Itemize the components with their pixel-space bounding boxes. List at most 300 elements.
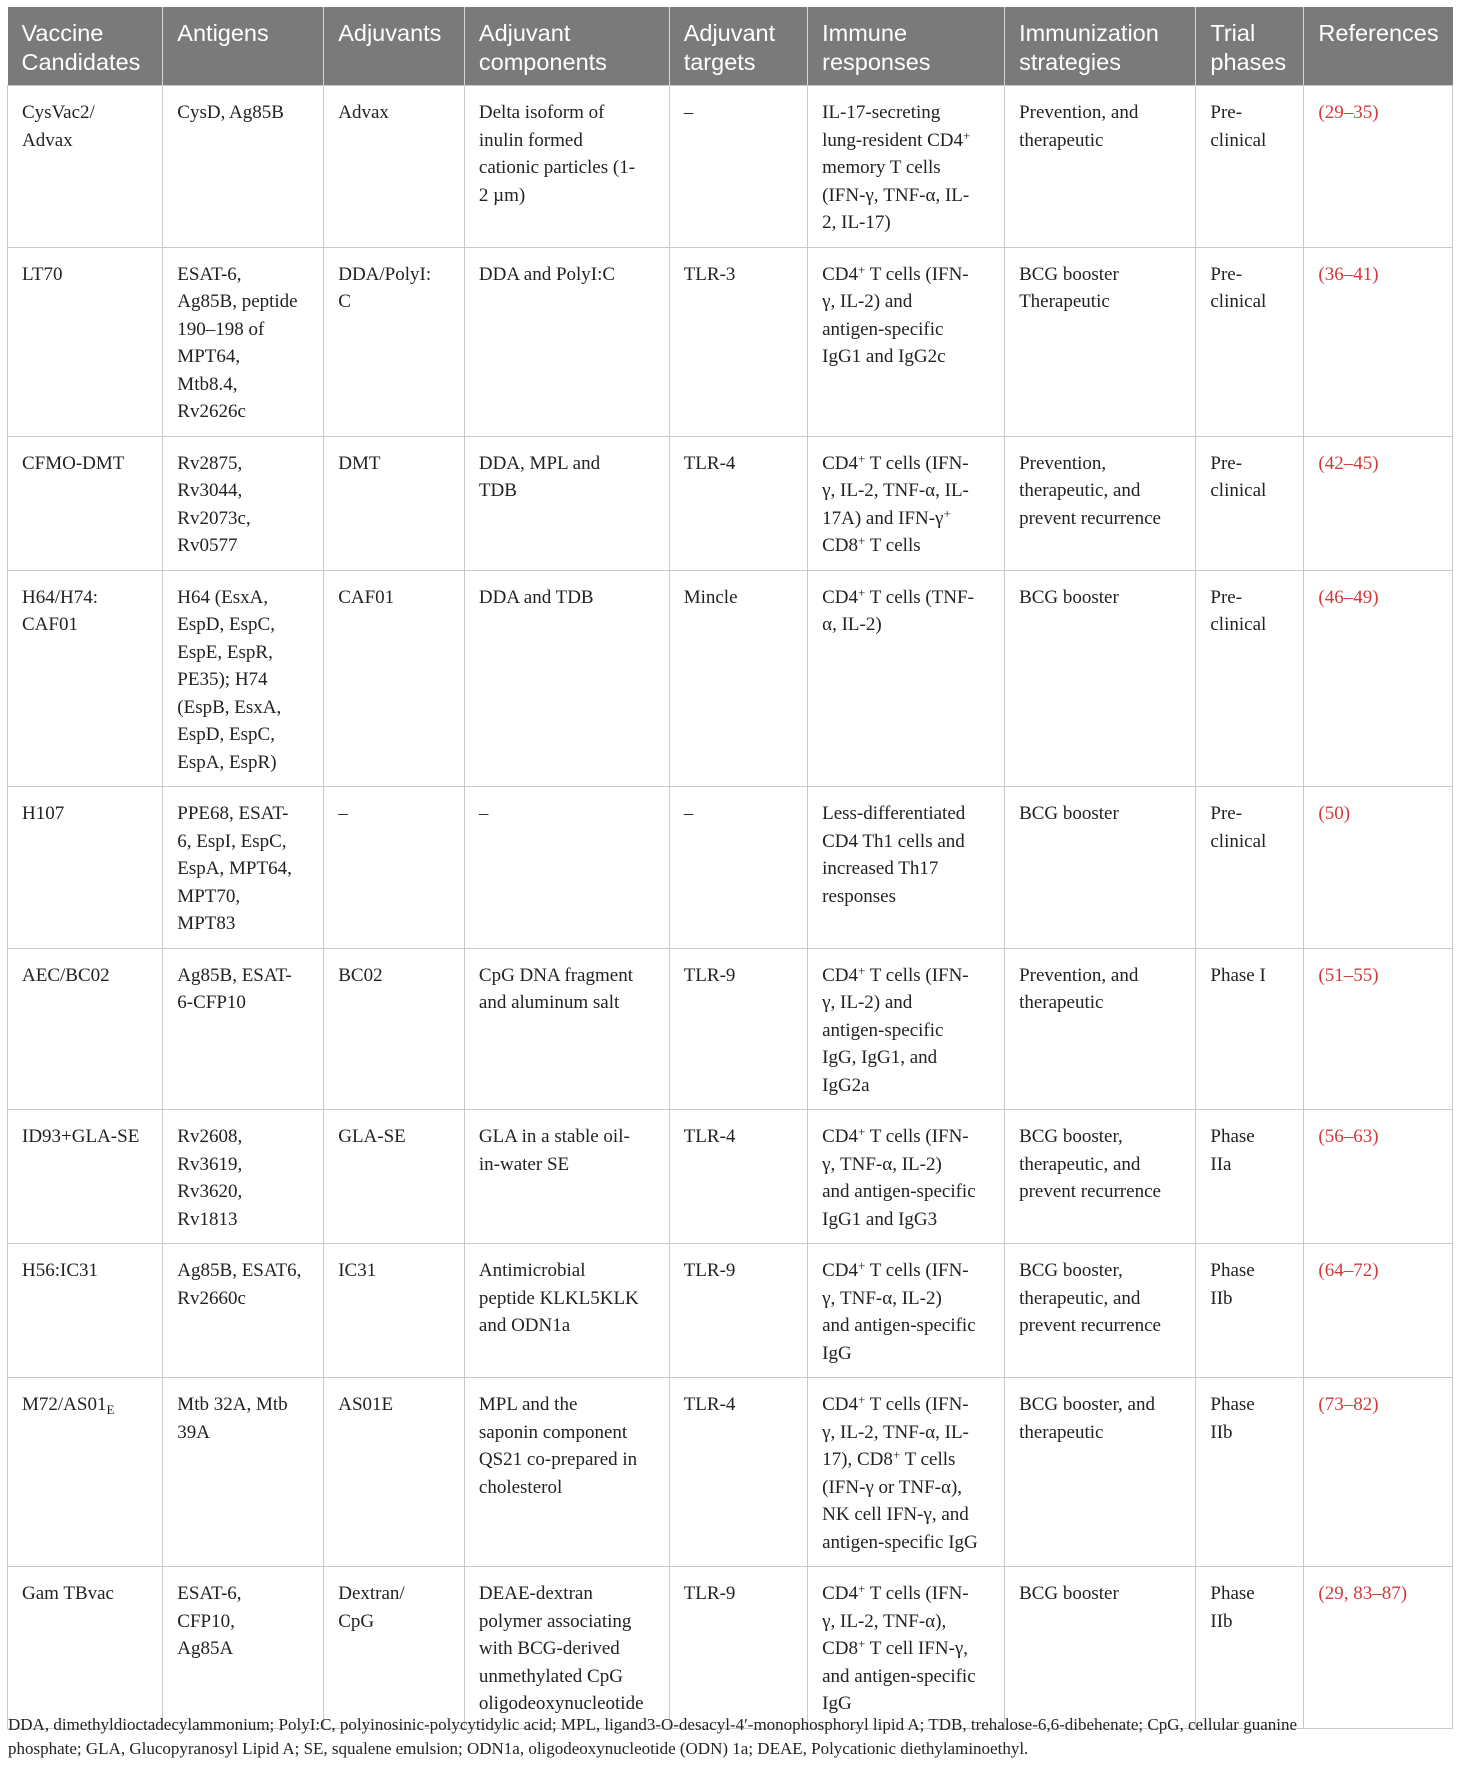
cell-line: TLR-4: [683, 1126, 736, 1147]
cell-line: Phase: [1210, 1126, 1255, 1147]
reference-link[interactable]: 42: [1324, 452, 1344, 474]
header-line: phases: [1210, 49, 1287, 75]
cell-line: H64/H74:: [22, 586, 98, 608]
superscript: +: [943, 505, 951, 521]
cell-line: [822, 209, 994, 237]
cell-line: [822, 505, 994, 533]
text-segment: T cells (IFN-: [865, 263, 969, 285]
cell-line: TLR-9: [683, 1583, 736, 1604]
cell-line: Rv2608,: [177, 1126, 243, 1147]
text-segment: T cell IFN-γ,: [865, 1638, 969, 1659]
vaccine-cell: [8, 247, 163, 436]
adjuvants-cell: [324, 86, 465, 248]
cell-line: ESAT-6,: [177, 1583, 242, 1604]
cell-line: DDA, MPL and: [478, 452, 601, 474]
cell-line: TDB: [478, 480, 517, 501]
cell-line: Antimicrobial: [478, 1260, 586, 1281]
cell-line: [822, 1072, 994, 1100]
cell-line: saponin component: [478, 1421, 628, 1443]
vaccine-cell: [8, 436, 163, 570]
cell-line: 6, EspI, EspC,: [177, 830, 287, 852]
superscript: +: [858, 533, 866, 548]
phases-cell: [1196, 247, 1304, 436]
text-segment: lung-resident CD4: [822, 129, 964, 151]
phases-cell: [1196, 948, 1304, 1110]
cell-line: DDA/PolyI:: [338, 263, 432, 285]
cell-line: DDA and PolyI:C: [478, 263, 616, 285]
reference-link[interactable]: 72: [1353, 1260, 1373, 1281]
cell-line: Prevention,: [1019, 452, 1107, 474]
cell-line: 190–198 of: [177, 318, 265, 340]
strategies-cell: [1005, 948, 1196, 1110]
cell-line: CFMO-DMT: [22, 452, 125, 474]
vaccine-cell: [8, 1244, 163, 1378]
reference-punct: –: [1343, 1260, 1354, 1281]
reference-punct: –: [1343, 452, 1354, 474]
text-segment: CD4: [822, 1126, 859, 1147]
cell-line: DDA and TDB: [478, 586, 594, 608]
cell-line: therapeutic: [1019, 129, 1104, 151]
antigens-cell: [163, 86, 324, 248]
cell-line: [822, 1285, 994, 1313]
cell-line: IIb: [1210, 1421, 1233, 1443]
components-cell: [464, 436, 669, 570]
text-segment: memory T cells: [822, 157, 941, 178]
cell-line: [822, 1663, 994, 1691]
reference-link[interactable]: 29: [1324, 1583, 1344, 1604]
phases-cell: [1196, 787, 1304, 949]
cell-line: clinical: [1210, 129, 1267, 151]
text-segment: IgG, IgG1, and: [822, 1047, 938, 1068]
references-cell: [1304, 1567, 1453, 1729]
reference-punct: ): [1372, 263, 1379, 285]
reference-punct: –: [1343, 586, 1354, 608]
adjuvants-cell: [324, 1567, 465, 1729]
cell-line: Rv3620,: [177, 1181, 243, 1202]
superscript: +: [858, 584, 866, 600]
table-row: [8, 1567, 1453, 1729]
immune-cell: [808, 1378, 1005, 1567]
reference-link[interactable]: 82: [1353, 1394, 1373, 1415]
cell-line: DEAE-dextran: [478, 1583, 593, 1604]
table-row: [8, 1244, 1453, 1378]
phases-cell: [1196, 1567, 1304, 1729]
table-row: [8, 948, 1453, 1110]
reference-link[interactable]: 49: [1353, 586, 1373, 608]
text-segment: T cells (IFN-: [865, 1260, 969, 1281]
reference-punct: (: [1318, 452, 1325, 474]
references-cell: [1304, 1244, 1453, 1378]
reference-punct: –: [1343, 964, 1354, 986]
header-line: Vaccine: [21, 20, 104, 46]
cell-line: Rv3619,: [177, 1153, 243, 1175]
cell-line: Rv2875,: [177, 452, 243, 474]
text-segment: CD4: [822, 586, 859, 608]
cell-line: [822, 584, 994, 612]
cell-line: [822, 883, 994, 911]
cell-line: Pre-: [1210, 586, 1243, 608]
cell-line: Pre-: [1210, 452, 1243, 474]
reference-punct: –: [1343, 1126, 1354, 1147]
phases-cell: [1196, 570, 1304, 787]
reference-link[interactable]: 83: [1353, 1583, 1373, 1604]
reference-link[interactable]: 63: [1353, 1126, 1373, 1147]
reference-link[interactable]: 56: [1324, 1126, 1344, 1147]
immune-cell: [808, 1567, 1005, 1729]
reference-punct: (: [1318, 1260, 1325, 1281]
adjuvants-cell: [324, 787, 465, 949]
cell-line: 39A: [177, 1421, 211, 1443]
cell-line: [822, 855, 994, 883]
cell-line: [822, 1608, 994, 1636]
cell-line: [1318, 450, 1442, 478]
targets-cell: [669, 948, 807, 1110]
cell-line: [822, 611, 994, 639]
references-cell: [1304, 86, 1453, 248]
text-segment: 2, IL-17): [822, 212, 891, 233]
antigens-cell: [163, 1567, 324, 1729]
cell-line: ESAT-6,: [177, 263, 242, 285]
cell-line: TLR-9: [683, 964, 736, 986]
cell-line: MPT64,: [177, 346, 241, 367]
cell-line: [822, 477, 994, 505]
text-segment: and antigen-specific: [822, 1315, 976, 1336]
cell-line: Rv2073c,: [177, 507, 251, 529]
column-header-adjuvant-components: [464, 7, 669, 86]
cell-line: [1318, 1123, 1442, 1151]
strategies-cell: [1005, 787, 1196, 949]
cell-line: EspE, EspR,: [177, 641, 273, 663]
phases-cell: [1196, 436, 1304, 570]
column-header-immune-responses: [808, 7, 1005, 86]
cell-line: CAF01: [22, 614, 78, 635]
cell-line: Phase I: [1210, 964, 1266, 986]
immune-cell: [808, 1244, 1005, 1378]
header-line: Antigens: [177, 20, 269, 46]
components-cell: [464, 787, 669, 949]
cell-line: TLR-3: [683, 263, 736, 285]
text-segment: IgG: [822, 1693, 852, 1714]
cell-line: [822, 532, 994, 560]
cell-line: Rv0577: [177, 535, 238, 556]
cell-line: [822, 127, 994, 155]
cell-line: [822, 261, 994, 289]
cell-line: IIa: [1210, 1153, 1232, 1175]
text-segment: antigen-specific: [822, 318, 944, 340]
cell-line: in-water SE: [478, 1153, 570, 1175]
adjuvants-cell: [324, 436, 465, 570]
cell-line: [822, 1206, 994, 1234]
reference-link[interactable]: 64: [1324, 1260, 1344, 1281]
antigens-cell: [163, 787, 324, 949]
cell-line: Rv1813: [177, 1208, 238, 1230]
cell-line: DMT: [338, 452, 381, 474]
cell-line: BCG booster: [1019, 1583, 1119, 1604]
text-segment: T cells (IFN-: [865, 1394, 969, 1415]
cell-line: [822, 1340, 994, 1368]
cell-line: [822, 99, 994, 127]
text-segment: 17A) and IFN-γ: [822, 507, 944, 529]
adjuvants-cell: [324, 247, 465, 436]
immune-cell: [808, 787, 1005, 949]
reference-punct: (: [1318, 1126, 1325, 1147]
text-segment: (IFN-γ or TNF-α),: [822, 1476, 963, 1498]
strategies-cell: [1005, 570, 1196, 787]
cell-line: H56:IC31: [22, 1260, 98, 1281]
reference-link[interactable]: 45: [1353, 452, 1373, 474]
header-line: Adjuvant: [478, 20, 571, 46]
immune-cell: [808, 436, 1005, 570]
text-segment: T cells (IFN-: [865, 1583, 969, 1604]
reference-link[interactable]: 73: [1324, 1394, 1344, 1415]
reference-punct: (: [1318, 803, 1325, 824]
reference-link[interactable]: 46: [1324, 586, 1344, 608]
cell-line: [1318, 261, 1442, 289]
cell-line: [822, 1123, 994, 1151]
text-segment: α, IL-2): [822, 614, 882, 635]
cell-line: Prevention, and: [1019, 964, 1139, 986]
cell-line: Ag85B, ESAT-: [177, 964, 292, 986]
vaccine-candidates-table: [7, 7, 1453, 1729]
header-line: Candidates: [21, 49, 141, 75]
targets-cell: [669, 1244, 807, 1378]
targets-cell: [669, 787, 807, 949]
cell-line: inulin formed: [478, 129, 583, 151]
cell-line: PPE68, ESAT-: [177, 803, 289, 824]
cell-line: therapeutic: [1019, 992, 1104, 1013]
references-cell: [1304, 787, 1453, 949]
superscript: +: [858, 261, 866, 277]
strategies-cell: [1005, 247, 1196, 436]
text-segment: γ, TNF-α, IL-2): [822, 1153, 942, 1175]
cell-line: Rv2660c: [177, 1287, 246, 1309]
cell-line: –: [338, 803, 348, 824]
header-line: responses: [822, 49, 931, 75]
text-segment: γ, IL-2, TNF-α, IL-: [822, 480, 969, 501]
reference-link[interactable]: 51: [1324, 964, 1344, 986]
strategies-cell: [1005, 1244, 1196, 1378]
components-cell: [464, 86, 669, 248]
column-header-immunization-strategies: [1005, 7, 1196, 86]
cell-line: prevent recurrence: [1019, 1315, 1161, 1336]
cell-line: TLR-9: [683, 1260, 736, 1281]
cell-line: BC02: [338, 964, 383, 986]
reference-punct: ): [1372, 1394, 1379, 1415]
text-segment: (IFN-γ, TNF-α, IL-: [822, 184, 970, 206]
strategies-cell: [1005, 1567, 1196, 1729]
reference-punct: ): [1400, 1583, 1408, 1604]
cell-line: IC31: [338, 1260, 377, 1281]
superscript: +: [963, 127, 971, 143]
cell-line: (EspB, EsxA,: [177, 696, 282, 718]
cell-line: –: [683, 803, 694, 824]
text-segment: CD4: [822, 1394, 859, 1415]
phases-cell: [1196, 1110, 1304, 1244]
references-cell: [1304, 570, 1453, 787]
phases-cell: [1196, 86, 1304, 248]
cell-line: [822, 316, 994, 344]
reference-link[interactable]: 29: [1324, 102, 1344, 123]
cell-line: CpG DNA fragment: [478, 964, 633, 986]
superscript: +: [858, 962, 866, 978]
text-segment: T cells: [900, 1449, 956, 1470]
targets-cell: [669, 436, 807, 570]
reference-link[interactable]: 35: [1353, 102, 1373, 123]
cell-line: CAF01: [338, 586, 395, 608]
cell-line: prevent recurrence: [1019, 1181, 1161, 1202]
reference-link[interactable]: 50: [1324, 803, 1344, 824]
cell-line: Ag85A: [177, 1638, 234, 1659]
text-segment: NK cell IFN-γ, and: [822, 1504, 969, 1525]
cell-line: [822, 1474, 994, 1502]
cell-line: –: [478, 803, 489, 824]
cell-line: [822, 1529, 994, 1557]
cell-line: Therapeutic: [1019, 291, 1110, 312]
cell-line: [822, 182, 994, 210]
superscript: +: [858, 1124, 866, 1139]
cell-line: prevent recurrence: [1019, 507, 1161, 529]
cell-line: [822, 1419, 994, 1447]
cell-line: [822, 1501, 994, 1529]
column-header-adjuvants: [324, 7, 465, 86]
components-cell: [464, 1567, 669, 1729]
cell-line: BCG booster: [1019, 803, 1119, 824]
cell-line: [1318, 962, 1442, 990]
vaccine-cell: [8, 948, 163, 1110]
column-header-references: [1304, 7, 1453, 86]
cell-line: CpG: [338, 1610, 375, 1632]
cell-line: Advax: [338, 102, 389, 123]
cell-line: [1318, 1257, 1442, 1285]
immune-cell: [808, 948, 1005, 1110]
reference-link[interactable]: 87: [1381, 1583, 1401, 1604]
cell-line: Phase: [1210, 1583, 1255, 1604]
text-segment: M72/AS01: [22, 1394, 107, 1415]
reference-link[interactable]: 36: [1324, 263, 1344, 285]
components-cell: [464, 570, 669, 787]
targets-cell: [669, 1378, 807, 1567]
text-segment: and antigen-specific: [822, 1181, 976, 1202]
cell-line: EspA, MPT64,: [177, 858, 292, 879]
reference-link[interactable]: 55: [1353, 964, 1373, 986]
superscript: +: [858, 450, 866, 466]
cell-line: Rv3044,: [177, 480, 243, 501]
text-segment: CD4: [822, 1583, 859, 1604]
cell-line: 6-CFP10: [177, 992, 246, 1013]
cell-line: [1318, 800, 1442, 828]
reference-punct: (: [1318, 1394, 1325, 1415]
cell-line: [822, 1391, 994, 1419]
cell-line: [822, 1312, 994, 1340]
targets-cell: [669, 1110, 807, 1244]
strategies-cell: [1005, 1378, 1196, 1567]
text-segment: responses: [822, 885, 897, 907]
column-header-vaccine-candidates: [8, 7, 163, 86]
text-segment: 17), CD8: [822, 1449, 893, 1470]
cell-line: [822, 1017, 994, 1045]
adjuvants-cell: [324, 1110, 465, 1244]
targets-cell: [669, 86, 807, 248]
cell-line: [1318, 99, 1442, 127]
cell-line: Mtb8.4,: [177, 373, 238, 395]
text-segment: Less-differentiated: [822, 803, 966, 824]
vaccine-cell: [8, 1567, 163, 1729]
cell-line: [822, 989, 994, 1017]
cell-line: Pre-: [1210, 102, 1243, 123]
cell-line: [822, 450, 994, 478]
vaccine-cell: [8, 570, 163, 787]
cell-line: clinical: [1210, 291, 1267, 312]
antigens-cell: [163, 570, 324, 787]
cell-line: QS21 co-prepared in: [478, 1449, 638, 1470]
cell-line: AEC/BC02: [22, 964, 110, 986]
components-cell: [464, 1378, 669, 1567]
table-footnote: [8, 1713, 1454, 1761]
cell-line: EspD, EspC,: [177, 724, 275, 745]
cell-line: and aluminum salt: [478, 992, 620, 1013]
cell-line: [822, 1044, 994, 1072]
cell-line: therapeutic, and: [1019, 1153, 1141, 1175]
cell-line: Phase: [1210, 1394, 1255, 1415]
cell-line: Dextran/: [338, 1583, 405, 1604]
cell-line: IIb: [1210, 1287, 1233, 1309]
text-segment: CD4 Th1 cells and: [822, 830, 965, 852]
column-header-antigens: [163, 7, 324, 86]
table-row: [8, 1110, 1453, 1244]
cell-line: Delta isoform of: [478, 102, 605, 123]
cell-line: 2 µm): [478, 184, 526, 206]
text-segment: CD4: [822, 452, 859, 474]
cell-line: peptide KLKL5KLK: [478, 1287, 639, 1309]
text-segment: T cells (IFN-: [865, 964, 969, 986]
reference-punct: (: [1318, 263, 1325, 285]
phases-cell: [1196, 1378, 1304, 1567]
immune-cell: [808, 1110, 1005, 1244]
table-row: [8, 86, 1453, 248]
text-segment: and antigen-specific: [822, 1665, 976, 1687]
immune-cell: [808, 86, 1005, 248]
text-segment: IgG2a: [822, 1074, 870, 1096]
cell-line: Rv2626c: [177, 401, 246, 422]
immune-cell: [808, 570, 1005, 787]
cell-line: TLR-4: [683, 1394, 736, 1415]
table-body: [8, 86, 1453, 1729]
cell-line: [822, 288, 994, 316]
cell-line: MPT70,: [177, 885, 241, 907]
cell-line: Gam TBvac: [22, 1583, 114, 1604]
vaccine-cell: [8, 86, 163, 248]
cell-line: [822, 154, 994, 182]
cell-line: [822, 1635, 994, 1663]
cell-line: PE35); H74: [177, 669, 268, 690]
cell-line: clinical: [1210, 480, 1267, 501]
references-cell: [1304, 1378, 1453, 1567]
cell-line: EspD, EspC,: [177, 614, 275, 635]
text-segment: increased Th17: [822, 858, 939, 879]
subscript: E: [106, 1402, 115, 1417]
reference-punct: –: [1343, 102, 1354, 123]
antigens-cell: [163, 948, 324, 1110]
components-cell: [464, 1110, 669, 1244]
superscript: +: [858, 1636, 866, 1651]
cell-line: TLR-4: [683, 452, 736, 474]
reference-link[interactable]: 41: [1353, 263, 1373, 285]
text-segment: CD4: [822, 964, 859, 986]
superscript: +: [858, 1392, 866, 1407]
text-segment: T cells (TNF-: [865, 586, 974, 608]
cell-line: Ag85B, ESAT6,: [177, 1260, 302, 1281]
header-line: Adjuvant: [683, 20, 776, 46]
